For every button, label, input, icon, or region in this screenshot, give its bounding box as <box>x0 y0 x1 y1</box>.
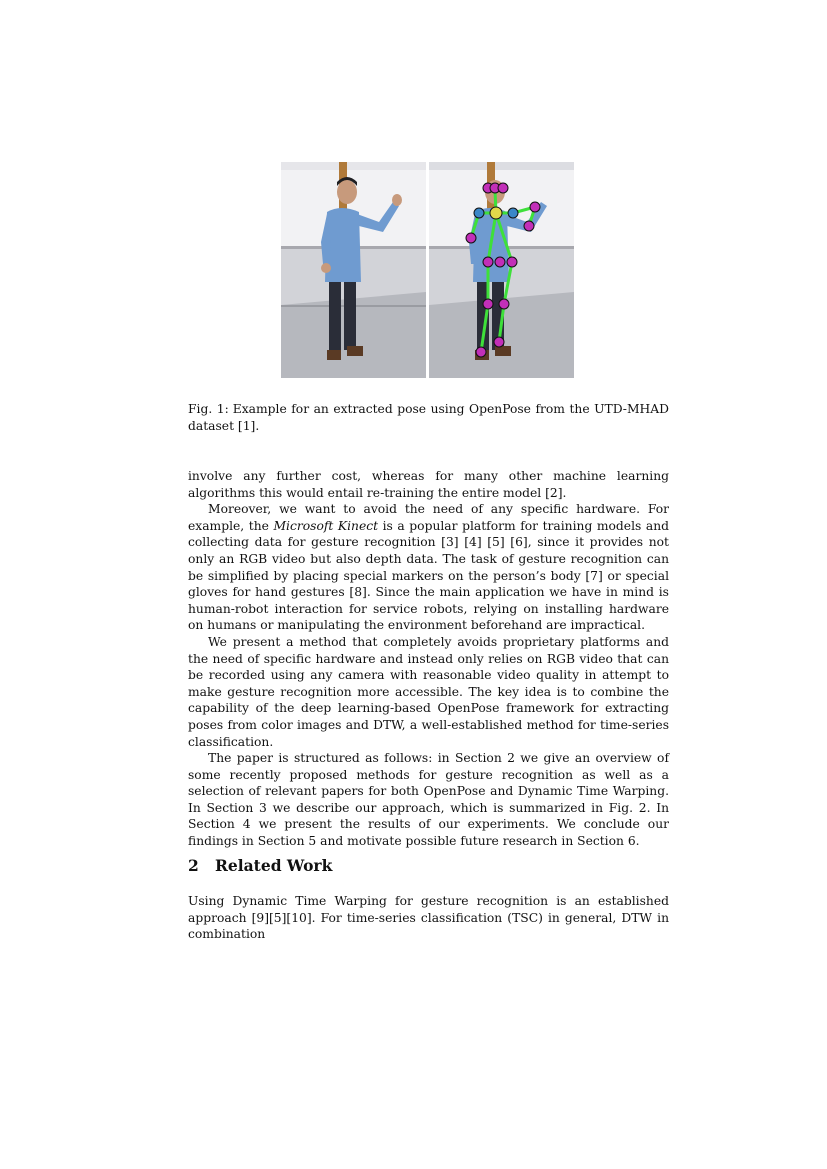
figure-caption-text: Example for an extracted pose using OpenPose from the UTD-MHAD dataset [1]. <box>188 402 669 433</box>
paragraph-2-emphasis: Microsoft Kinect <box>273 518 379 533</box>
section-title: Related Work <box>215 856 333 875</box>
figure-label: Fig. 1: <box>188 402 229 416</box>
section-heading <box>188 856 669 876</box>
section-paragraph-1: Using Dynamic Time Warping for gesture recognition is an established approach [9][5][10]. For time-series classification (TSC) in general, DTW in combination <box>188 894 669 942</box>
figure-caption <box>188 401 669 435</box>
paragraph-2 <box>188 501 669 634</box>
body-text <box>188 468 669 850</box>
paragraph-2-start: Moreover, we want to avoid the need of any specific hardware. For example, the <box>188 502 669 533</box>
photo-with-skeleton <box>429 162 574 378</box>
paragraph-4: The paper is structured as follows: in Section 2 we give an overview of some recently proposed methods for gesture recognition as well as a selection of relevant papers for both OpenPose and Dynamic Time Warping. In Section 3 we describe our approach, which is summarized in Fig. 2. In Section 4 we present the results of our experiments. We conclude our findings in Section 5 and motivate possible future research in Section 6. <box>188 751 669 849</box>
photo-original <box>281 162 426 378</box>
person-illustration <box>281 162 426 378</box>
skeleton-illustration <box>429 162 574 378</box>
section-text <box>188 893 669 943</box>
paragraph-1: involve any further cost, whereas for many other machine learning algorithms this would entail re-training the entire model [2]. <box>188 469 669 500</box>
paragraph-2-end: is a popular platform for training models and collecting data for gesture recognition [3] [4] [5] [6], since it provides not only an RGB video but also depth data. The task of gesture recognition can be simplified by placing special markers on the person’s body [7] or special gloves for hand gestures [8]. Since the main application we have in mind is human-robot interaction for service robots, relying on installing hardware on humans or manipulating the environment beforehand are impractical. <box>188 518 670 633</box>
section-number: 2 <box>188 856 199 875</box>
paragraph-3: We present a method that completely avoids proprietary platforms and the need of specific hardware and instead only relies on RGB video that can be recorded using any camera with reasonable video quality in attempt to make gesture recognition more accessible. The key idea is to combine the capability of the deep learning-based OpenPose framework for extracting poses from color images and DTW, a well-established method for time-series classification. <box>188 634 669 749</box>
figure-1 <box>281 162 574 378</box>
